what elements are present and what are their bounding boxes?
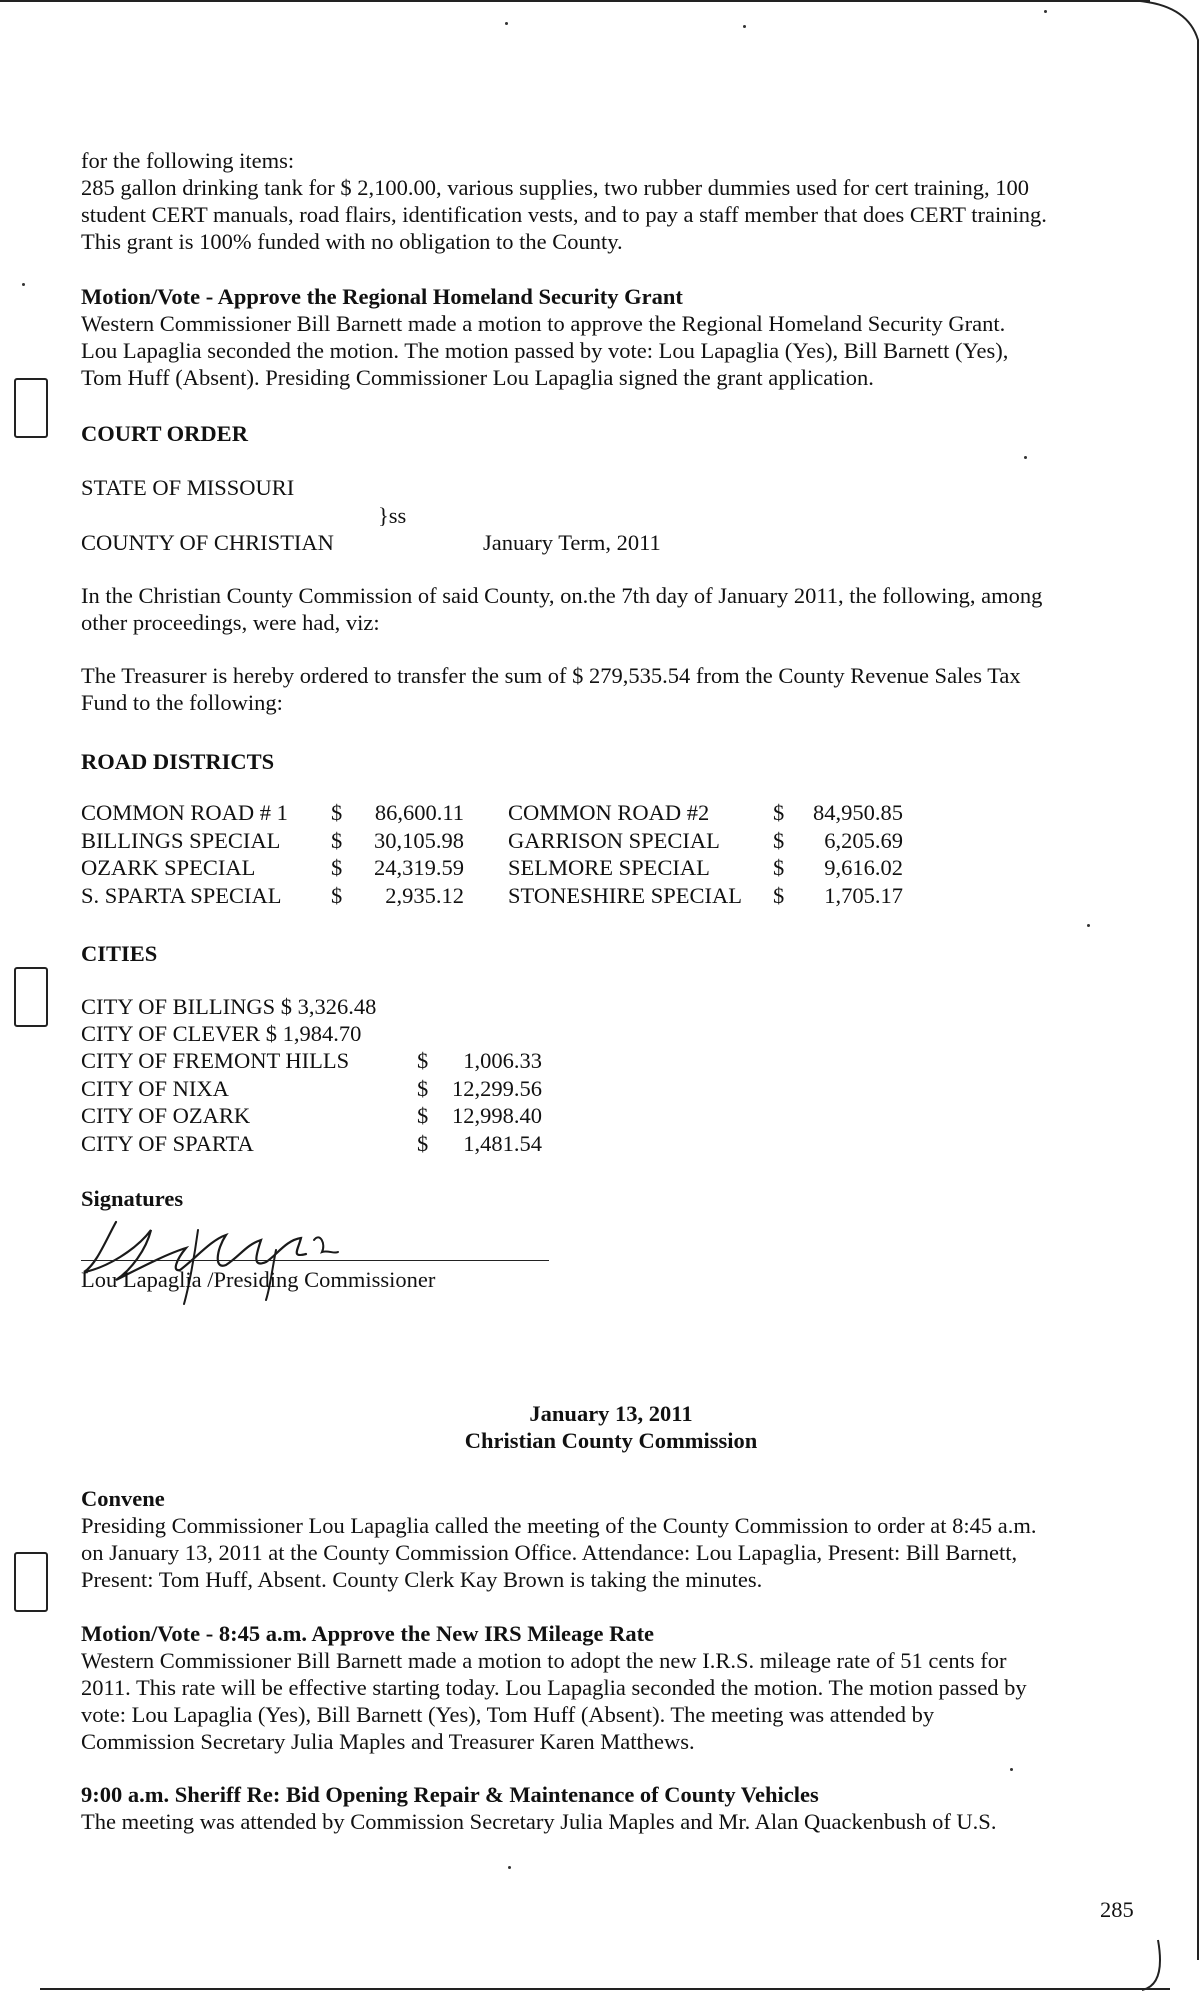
body-line: Western Commissioner Bill Barnett made a motion to adopt the new I.R.S. mileage rate of 51 cents for <box>81 1648 1007 1673</box>
section-heading: Signatures <box>81 1186 184 1211</box>
currency-sign: $ <box>417 1075 429 1101</box>
district-name: S. SPARTA SPECIAL <box>81 882 282 908</box>
currency-sign: $ <box>417 1130 429 1156</box>
city-name: CITY OF FREMONT HILLS <box>81 1048 350 1073</box>
court-order-heading <box>81 420 1121 447</box>
body-line: Present: Tom Huff, Absent. County Clerk Kay Brown is taking the minutes. <box>81 1567 763 1592</box>
county-line: COUNTY OF CHRISTIAN <box>81 530 334 555</box>
district-name: COMMON ROAD #2 <box>508 800 710 825</box>
page-bottom-edge <box>40 1988 1170 1990</box>
cities-heading <box>81 940 1121 967</box>
section-heading: 9:00 a.m. Sheriff Re: Bid Opening Repair & Maintenance of County Vehicles <box>81 1782 819 1807</box>
body-line: The Treasurer is hereby ordered to transfer the sum of $ 279,535.54 from the County Revenue Sales Tax <box>81 663 1021 688</box>
district-name: BILLINGS SPECIAL <box>81 827 281 853</box>
section-heading: ROAD DISTRICTS <box>81 749 275 774</box>
currency-sign: $ <box>331 855 343 880</box>
city-amount: 1,006.33 <box>463 1048 542 1073</box>
currency-sign: $ <box>773 855 785 880</box>
district-amount: 24,319.59 <box>374 855 464 880</box>
scan-speck <box>22 283 25 286</box>
city-amount: 12,998.40 <box>452 1103 542 1128</box>
road-districts-table <box>81 799 903 909</box>
binder-edge <box>1140 0 1200 1995</box>
signature-line <box>81 1260 549 1261</box>
district-amount: 1,705.17 <box>824 882 903 908</box>
table-row <box>81 854 903 882</box>
currency-sign: $ <box>331 827 343 853</box>
district-amount: 6,205.69 <box>824 827 903 853</box>
signature-caption: Lou Lapaglia /Presiding Commissioner <box>81 1267 436 1292</box>
meeting-header <box>81 1400 1141 1454</box>
body-line: on January 13, 2011 at the County Commission Office. Attendance: Lou Lapaglia, Present: Bill Barnett, <box>81 1540 1018 1565</box>
district-name: OZARK SPECIAL <box>81 855 256 880</box>
table-row <box>81 1130 542 1158</box>
table-row <box>81 1102 542 1130</box>
intro-line: student CERT manuals, road flairs, identification vests, and to pay a staff member that does CERT training. <box>81 202 1047 227</box>
ss-mark: }ss <box>378 503 407 528</box>
scan-speck <box>1044 10 1047 13</box>
table-row <box>81 827 903 855</box>
state-line: STATE OF MISSOURI <box>81 475 295 500</box>
motion-mileage-rate <box>81 1620 1121 1755</box>
meeting-date: January 13, 2011 <box>529 1401 693 1426</box>
table-row <box>81 882 903 910</box>
body-line: Fund to the following: <box>81 690 283 715</box>
scan-speck <box>1010 1768 1013 1771</box>
section-heading: COURT ORDER <box>81 421 248 446</box>
body-line: Presiding Commissioner Lou Lapaglia called the meeting of the County Commission to order at 8:45 a.m. <box>81 1513 1037 1538</box>
district-name: COMMON ROAD # 1 <box>81 800 288 825</box>
section-heading: Convene <box>81 1486 165 1511</box>
currency-sign: $ <box>417 1103 429 1128</box>
road-districts-body <box>81 799 903 909</box>
body-line: 2011. This rate will be effective starting today. Lou Lapaglia seconded the motion. The motion passed by <box>81 1675 1027 1700</box>
body-line: vote: Lou Lapaglia (Yes), Bill Barnett (Yes), Tom Huff (Absent). The meeting was attended by <box>81 1702 935 1727</box>
cities-body <box>81 1047 542 1157</box>
district-amount: 30,105.98 <box>374 827 464 853</box>
cities-inline <box>81 993 1121 1047</box>
district-amount: 84,950.85 <box>813 800 903 825</box>
grant-items-paragraph <box>81 147 1121 255</box>
currency-sign: $ <box>331 800 343 825</box>
city-name: CITY OF OZARK <box>81 1103 251 1128</box>
intro-line: 285 gallon drinking tank for $ 2,100.00, various supplies, two rubber dummies used for cert training, 100 <box>81 175 1029 200</box>
district-amount: 2,935.12 <box>385 882 464 908</box>
district-amount: 86,600.11 <box>374 800 464 825</box>
body-line: Lou Lapaglia seconded the motion. The motion passed by vote: Lou Lapaglia (Yes), Bill Barnett (Yes), <box>81 338 1009 363</box>
motion-homeland-grant <box>81 283 1121 391</box>
city-name: CITY OF NIXA <box>81 1075 229 1101</box>
table-row <box>81 1047 542 1075</box>
currency-sign: $ <box>773 800 785 825</box>
city-amount: 1,481.54 <box>463 1130 542 1156</box>
body-line: other proceedings, were had, viz: <box>81 610 380 635</box>
meeting-body-name: Christian County Commission <box>464 1428 758 1453</box>
body-line: Western Commissioner Bill Barnett made a motion to approve the Regional Homeland Security Grant. <box>81 311 1006 336</box>
punch-hole-2 <box>14 967 48 1027</box>
page-number: 285 <box>1100 1897 1134 1922</box>
sheriff-bid-section <box>81 1781 1121 1835</box>
currency-sign: $ <box>417 1048 429 1073</box>
section-heading: CITIES <box>81 941 158 966</box>
page-top-edge <box>0 0 1150 6</box>
punch-hole-1 <box>14 378 48 438</box>
punch-hole-3 <box>14 1552 48 1612</box>
currency-sign: $ <box>331 882 343 908</box>
signatures-heading <box>81 1185 1121 1212</box>
body-line: Tom Huff (Absent). Presiding Commissioner Lou Lapaglia signed the grant application. <box>81 365 874 390</box>
scan-speck <box>1087 924 1090 927</box>
district-amount: 9,616.02 <box>824 855 903 880</box>
cities-table <box>81 1047 542 1157</box>
table-row <box>81 1075 542 1103</box>
city-line: CITY OF BILLINGS $ 3,326.48 <box>81 994 377 1019</box>
scan-speck <box>743 25 746 28</box>
district-name: SELMORE SPECIAL <box>508 855 710 880</box>
intro-line: for the following items: <box>81 148 295 173</box>
treasurer-paragraph <box>81 662 1121 716</box>
city-name: CITY OF SPARTA <box>81 1130 254 1156</box>
intro-line: This grant is 100% funded with no obligation to the County. <box>81 229 623 254</box>
city-line: CITY OF CLEVER $ 1,984.70 <box>81 1021 362 1046</box>
scan-speck <box>508 1866 511 1869</box>
body-line: The meeting was attended by Commission Secretary Julia Maples and Mr. Alan Quackenbush of U.S. <box>81 1809 997 1834</box>
district-name: GARRISON SPECIAL <box>508 827 720 853</box>
term-line: January Term, 2011 <box>483 530 661 555</box>
body-line: Commission Secretary Julia Maples and Treasurer Karen Matthews. <box>81 1729 695 1754</box>
table-row <box>81 799 903 827</box>
proceedings-paragraph <box>81 582 1121 636</box>
city-amount: 12,299.56 <box>452 1075 542 1101</box>
scan-speck <box>505 22 508 25</box>
road-districts-heading <box>81 748 1121 775</box>
district-name: STONESHIRE SPECIAL <box>508 882 742 908</box>
body-line: In the Christian County Commission of said County, on.the 7th day of January 2011, the following, among <box>81 583 1043 608</box>
section-heading: Motion/Vote - Approve the Regional Homeland Security Grant <box>81 284 683 309</box>
convene-section <box>81 1485 1121 1593</box>
currency-sign: $ <box>773 827 785 853</box>
section-heading: Motion/Vote - 8:45 a.m. Approve the New IRS Mileage Rate <box>81 1621 655 1646</box>
currency-sign: $ <box>773 882 785 908</box>
scan-speck <box>1024 456 1027 459</box>
